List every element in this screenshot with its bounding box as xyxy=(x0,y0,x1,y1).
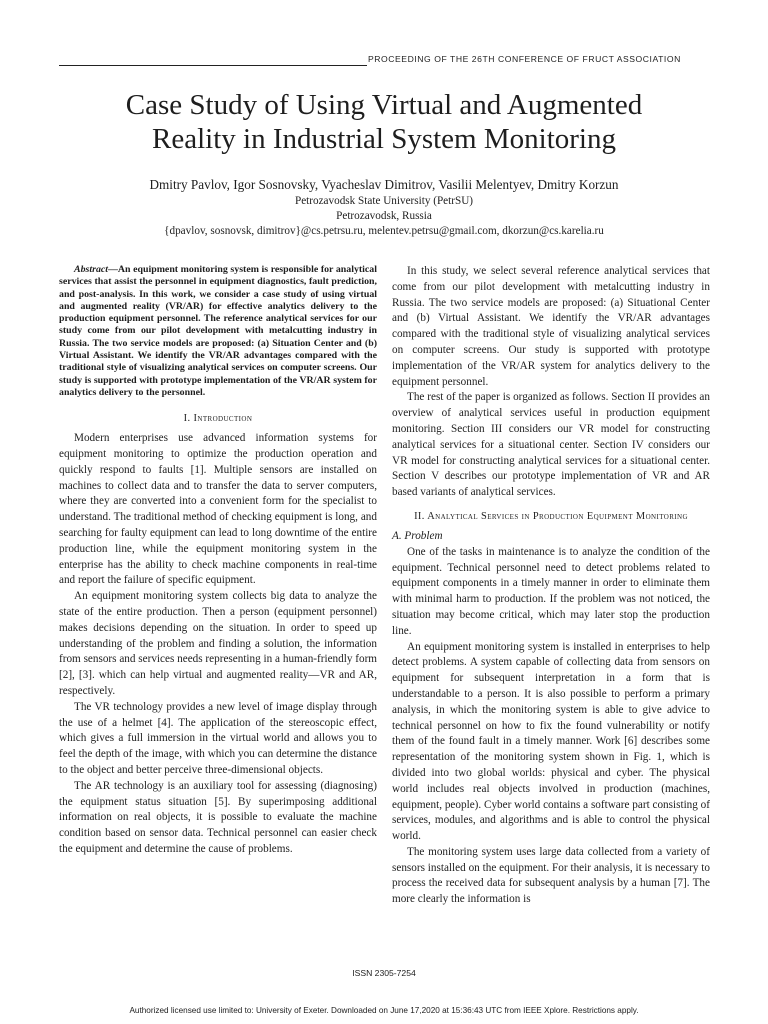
author-list: Dmitry Pavlov, Igor Sosnovsky, Vyacheslav Dimitrov, Vasilii Melentyev, Dmitry Korzun xyxy=(149,177,619,192)
section-heading-analytical-services: II. Analytical Services in Production Equipment Monitoring xyxy=(414,510,688,522)
header-rule xyxy=(59,65,367,66)
left-column xyxy=(59,264,377,858)
right-column xyxy=(392,264,710,908)
paper-title xyxy=(40,88,728,156)
affiliation-university: Petrozavodsk State University (PetrSU) xyxy=(294,195,474,207)
title-line-2: Reality in Industrial System Monitoring xyxy=(152,123,616,155)
section-heading-introduction: I. Introduction xyxy=(183,413,253,425)
intro-paragraph: In this study, we select several reference analytical services that come from our pilot development with metalcutting industry in Russia. The two service models are proposed: (a) Situational Center and (b) Virtual Assistant. We identify the VR/AR advantages compared with the traditional style of visualizing analytical services on computer screens. Our study is supported with prototype implementation of the VR/AR system for analytics delivery to the equipment personnel. xyxy=(392,265,710,388)
intro-paragraph: Modern enterprises use advanced information systems for equipment monitoring to optimize the production operation and quickly respond to faults [1]. Multiple sensors are installed on machines to collect data and to transfer the data to server computers, where they are converted into a convenient form for the specialist to understand. The traditional method of checking equipment is long, and searching for faulty equipment can lead to long downtime of the entire production line, while the equipment monitoring system in the enterprise has the ability to check machine components in real-time and report the failure of specific equipment. xyxy=(59,432,377,587)
intro-paragraph: An equipment monitoring system collects big data to analyze the state of the entire production. Then a person (equipment personnel) makes decisions depending on the situation. In order to speed up understanding of the problem and finding a solution, the information from sensors and services needs representing in a human-friendly form [2], [3]. which can help virtual and augmented reality—VR and AR, respectively. xyxy=(59,590,377,698)
body-paragraph: The monitoring system uses large data collected from a variety of sensors installed on the equipment. For their analysis, it is necessary to process the received data for subsequent analysis by a human [7]. The more clearly the information is xyxy=(392,845,710,906)
abstract-label: Abstract xyxy=(74,264,109,275)
affiliation-city: Petrozavodsk, Russia xyxy=(336,210,432,222)
author-emails: {dpavlov, sosnovsk, dimitrov}@cs.petrsu.ru, melentev.petrsu@gmail.com, dkorzun@cs.karelia.ru xyxy=(164,225,604,237)
intro-paragraph: The VR technology provides a new level of image display through the use of a helmet [4]. The application of the stereoscopic effect, which gives a full immersion in the virtual world and allows you to feel the depth of the image, with which you can determine the distance to the object and better perceive three-dimensional objects. xyxy=(59,700,377,776)
intro-paragraph: The rest of the paper is organized as follows. Section II provides an overview of analytical services useful in production equipment monitoring. Section III considers our VR model for constructing analytical services for a situational center. Section IV considers our VR model for constructing analytical services for a situational center. Section V describes our prototype implementation of VR and AR based variants of analytical services. xyxy=(392,391,710,499)
issn-footer: ISSN 2305-7254 xyxy=(352,968,416,978)
body-paragraph: One of the tasks in maintenance is to analyze the condition of the equipment. Technical personnel need to detect problems related to equipment components in a timely manner in order to eliminate them with minimal harm to production. If the problem was not noticed, the situation may become critical, which may later stop the production line. xyxy=(392,545,710,637)
license-notice: Authorized licensed use limited to: University of Exeter. Downloaded on June 17,2020 at 15:36:43 UTC from IEEE Xplore. Restrictions apply. xyxy=(129,1006,639,1015)
title-line-1: Case Study of Using Virtual and Augmented xyxy=(125,89,643,121)
subsection-heading-problem: A. Problem xyxy=(392,529,443,542)
body-paragraph: An equipment monitoring system is installed in enterprises to help detect problems. A system capable of collecting data from sensors on equipment for subsequent interpretation in a form that is understandable to a person. It is also possible to perform a primary analysis, in which the monitoring system is able to give advice to technical personnel on how to fix the found vulnerability or notify them of the found fault in a timely manner. Work [6] describes some representation of the monitoring system shown in Fig. 1, which is divided into two global worlds: physical and cyber. The physical world includes real objects involved in production (machines, equipment, people). Cyber world contains a software part consisting of services, modules, and algorithms and is able to control the physical world. xyxy=(392,640,710,843)
running-header: PROCEEDING OF THE 26TH CONFERENCE OF FRUCT ASSOCIATION xyxy=(368,54,681,64)
intro-paragraph: The AR technology is an auxiliary tool for assessing (diagnosing) the equipment status situation [5]. By superimposing additional information on real objects, it is possible to evaluate the machine condition based on sensor data. Technical personnel can easier check the equipment and determine the cause of problems. xyxy=(59,779,377,855)
abstract-text: —An equipment monitoring system is responsible for analytical services that assist the personnel in equipment diagnostics, fault prediction, and post-analysis. In this work, we consider a case study of using virtual and augmented reality (VR/AR) for effective analytics delivery to the production equipment personnel. The reference analytical services for our study come from our pilot development with metalcutting industry in Russia. The two service models are proposed: (a) Situation Center and (b) Virtual Assistant. We identify the VR/AR advantages compared with the traditional style of visualizing analytical services on computer screens. Our study is supported with prototype implementation of the VR/AR system for analytics delivery to the personnel. xyxy=(59,264,377,398)
abstract xyxy=(59,264,377,399)
